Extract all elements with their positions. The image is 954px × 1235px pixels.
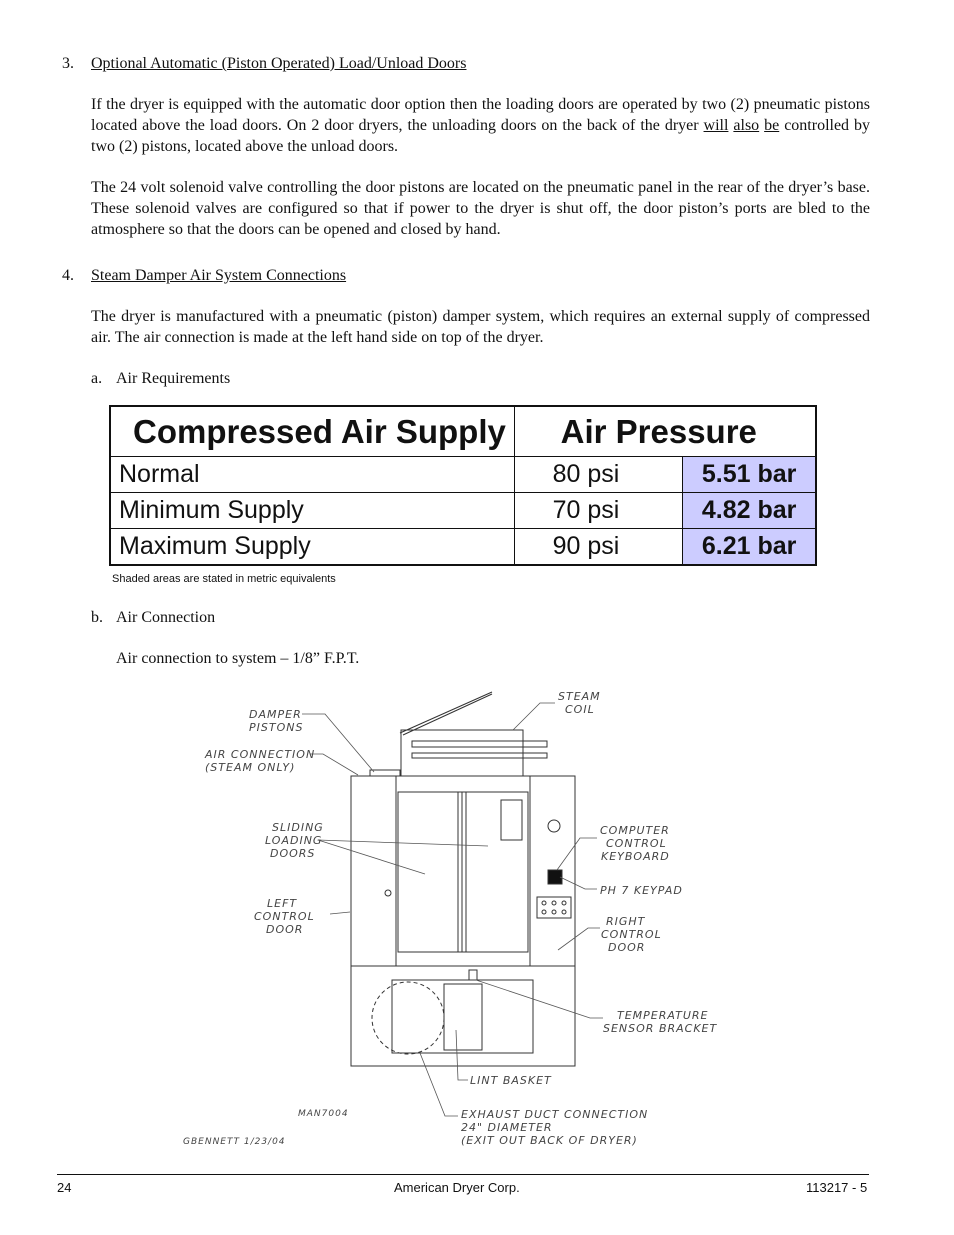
paragraph-text: controlled by two (2) pistons, located above the unload doors. — [91, 117, 871, 155]
bar-cell: 4.82 bar — [683, 493, 816, 529]
leader-temperature — [476, 980, 603, 1018]
supply-label-cell: Normal — [110, 457, 514, 493]
supply-label-cell: Minimum Supply — [110, 493, 514, 529]
psi-cell: 80 psi — [514, 457, 683, 493]
leader-lint — [456, 1030, 468, 1080]
leader-sliding-doors — [318, 840, 425, 874]
ph7-keypad — [548, 870, 562, 884]
door-window — [501, 800, 522, 840]
table-note: Shaded areas are stated in metric equivalents — [112, 573, 336, 585]
key — [562, 901, 566, 905]
label-right-1: RIGHT — [606, 915, 646, 928]
air-requirements-table — [109, 405, 817, 566]
table-row — [110, 529, 816, 566]
dryer-cabinet — [351, 776, 575, 966]
dryer-base — [351, 966, 575, 1066]
underlined-word: be — [764, 117, 780, 134]
lint-compartment — [392, 980, 533, 1053]
section-3-paragraph-2: The 24 volt solenoid valve controlling the door pistons are located on the pneumatic panel in the rear of the dryer’s base. These solenoid valves are configured so that if power to the dryer is shut off, the door piston’s ports are bled to the atmosphere so that the doors can be opened and closed by hand. — [91, 179, 870, 238]
subsection-a-title: Air Requirements — [116, 370, 231, 387]
steam-coil-pipe — [412, 753, 547, 758]
leader-computer — [557, 838, 597, 870]
leader-right-door — [558, 928, 600, 950]
section-4-number: 4. — [62, 267, 74, 284]
label-sliding-1: SLIDING — [272, 821, 324, 834]
header-air-pressure: Air Pressure — [514, 406, 816, 457]
label-damper-2: PISTONS — [249, 721, 304, 734]
underlined-word: will — [703, 117, 729, 134]
label-sliding-2: LOADING — [265, 834, 323, 847]
bar-cell: 5.51 bar — [683, 457, 816, 493]
psi-cell: 90 psi — [514, 529, 683, 566]
label-exhaust-3: (EXIT OUT BACK OF DRYER) — [461, 1134, 638, 1147]
footer-page-number: 24 — [57, 1180, 72, 1195]
section-3-paragraph-1 — [91, 94, 870, 157]
label-right-2: CONTROL — [601, 928, 662, 941]
label-steam-2: COIL — [565, 703, 595, 716]
label-left-2: CONTROL — [254, 910, 315, 923]
steam-coil-pipe — [412, 741, 547, 747]
section-3-number: 3. — [62, 55, 74, 72]
key — [542, 910, 546, 914]
subsection-b-label: b. — [91, 609, 103, 626]
supply-label-cell: Maximum Supply — [110, 529, 514, 566]
leader-steam-coil — [513, 703, 555, 730]
section-4-paragraph: The dryer is manufactured with a pneumatic (piston) damper system, which requires an external supply of compressed air. The air connection is made at the left hand side on top of the dryer. — [91, 308, 870, 346]
header-compressed-air-supply: Compressed Air Supply — [110, 406, 514, 457]
paragraph-text: If the dryer is equipped with the automatic door option then the loading doors are operated by two (2) pneumatic pistons located above the load doors. On 2 door dryers, the unloading doors on the back of the dryer — [91, 96, 870, 134]
damper-pistons — [370, 770, 400, 776]
key — [552, 901, 556, 905]
leader-air-connection — [310, 754, 358, 775]
underlined-word: also — [733, 117, 760, 134]
subsection-a-label: a. — [91, 370, 103, 387]
label-exhaust-2: 24" DIAMETER — [461, 1121, 553, 1134]
leader-ph7 — [560, 877, 597, 889]
section-3-title: Optional Automatic (Piston Operated) Load/Unload Doors — [91, 55, 467, 72]
label-computer-3: KEYBOARD — [601, 850, 670, 863]
steam-coil-lid-line — [400, 692, 492, 733]
label-lint-basket: LINT BASKET — [470, 1074, 552, 1087]
lint-basket — [444, 984, 482, 1050]
control-knob — [548, 820, 560, 832]
leader-exhaust — [420, 1053, 458, 1116]
dryer-diagram — [170, 680, 730, 1155]
label-temperature-1: TEMPERATURE — [617, 1009, 709, 1022]
label-computer-1: COMPUTER — [600, 824, 670, 837]
temperature-sensor-bracket — [469, 970, 477, 980]
exhaust-duct-outline — [372, 982, 444, 1054]
label-ph7: PH 7 KEYPAD — [600, 884, 683, 897]
label-right-3: DOOR — [608, 941, 646, 954]
label-air-connection-2: (STEAM ONLY) — [205, 761, 296, 774]
footer-company: American Dryer Corp. — [394, 1180, 520, 1195]
key — [562, 910, 566, 914]
computer-keyboard — [537, 897, 571, 918]
table-header-row — [110, 406, 816, 457]
footer-rule — [57, 1174, 869, 1175]
table-row — [110, 457, 816, 493]
bar-cell: 6.21 bar — [683, 529, 816, 566]
label-left-1: LEFT — [267, 897, 298, 910]
label-computer-2: CONTROL — [606, 837, 667, 850]
left-door-latch — [385, 890, 391, 896]
label-air-connection-1: AIR CONNECTION — [205, 748, 316, 761]
air-connection-text: Air connection to system – 1/8” F.P.T. — [116, 650, 360, 667]
label-damper-1: DAMPER — [249, 708, 302, 721]
leader-left-door — [330, 912, 350, 914]
label-exhaust-1: EXHAUST DUCT CONNECTION — [461, 1108, 649, 1121]
steam-coil-lid-line — [403, 694, 492, 735]
section-4-title: Steam Damper Air System Connections — [91, 267, 347, 284]
label-steam-1: STEAM — [558, 690, 601, 703]
label-left-3: DOOR — [266, 923, 304, 936]
label-sliding-3: DOORS — [270, 847, 316, 860]
drawing-author: GBENNETT 1/23/04 — [183, 1137, 286, 1147]
key — [542, 901, 546, 905]
label-temperature-2: SENSOR BRACKET — [603, 1022, 718, 1035]
drawing-number: MAN7004 — [298, 1109, 349, 1119]
subsection-b-title: Air Connection — [116, 609, 216, 626]
table-row — [110, 493, 816, 529]
psi-cell: 70 psi — [514, 493, 683, 529]
key — [552, 910, 556, 914]
footer-doc-number: 113217 - 5 — [806, 1180, 868, 1195]
